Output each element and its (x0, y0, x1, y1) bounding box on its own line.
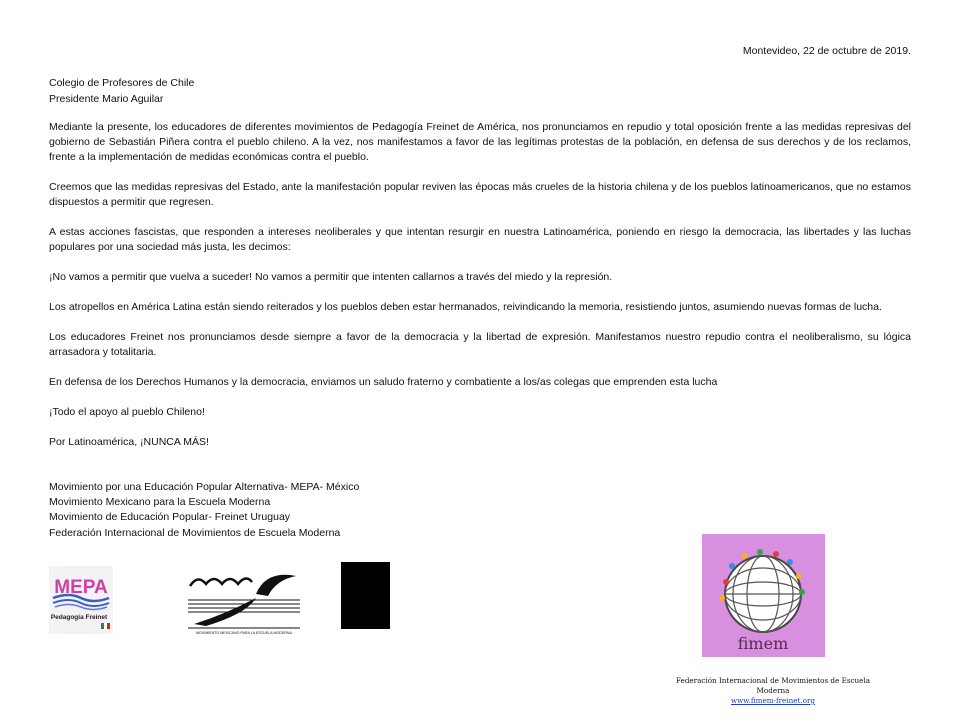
paragraph: Los educadores Freinet nos pronunciamos desde siempre a favor de la democracia y la libertad de expresión. Manifestamos nuestro repudio contra el neoliberalismo, su lógica arrasadora y totalitaria. (49, 331, 911, 358)
footer-link[interactable]: www.fimem-freinet.org (730, 696, 816, 705)
paragraph: A estas acciones fascistas, que responden a intereses neoliberales y que intentan resurgir en nuestra Latinoamérica, poniendo en riesgo la democracia, las libertades y las luchas populares por una sociedad más justa, les decimos: (49, 226, 911, 253)
letter-date: Montevideo, 22 de octubre de 2019. (742, 45, 911, 57)
addressee-line: Colegio de Profesores de Chile (49, 77, 195, 89)
fimem-wordmark: fimem (737, 634, 789, 653)
paragraph: Creemos que las medidas represivas del Estado, ante la manifestación popular reviven las épocas más crueles de la historia chilena y de los pueblos latinoamericanos, que no estamos dispuestos a permitir que regresen. (49, 181, 911, 208)
paragraph: Por Latinoamérica, ¡NUNCA MÁS! (49, 436, 209, 448)
signatory: Federación Internacional de Movimientos de Escuela Moderna (49, 526, 341, 539)
mmem-caption: MOVIMIENTO MEXICANO PARA LA ESCUELA MODERNA (196, 631, 292, 635)
letter-body (49, 120, 911, 465)
paragraph: ¡Todo el apoyo al pueblo Chileno! (49, 406, 205, 418)
footer (660, 676, 886, 706)
svg-text:Pedagogía Freinet: Pedagogía Freinet (50, 614, 108, 621)
paragraph: Mediante la presente, los educadores de diferentes movimientos de Pedagogía Freinet de América, nos pronunciamos en repudio y total oposición frente a las medidas represivas del gobierno de Sebastián Piñera contra el pueblo chileno. A la vez, nos manifestamos a favor de las legítimas protestas de la población, en defensa de sus derechos y de los reclamos, frente a la implementación de medidas económicas contra el pueblo. (49, 121, 911, 163)
mmem-logo (186, 566, 302, 638)
redacted-logo (341, 562, 390, 629)
paragraph: ¡No vamos a permitir que vuelva a suceder! No vamos a permitir que intenten callarnos a través del miedo y la represión. (49, 271, 613, 283)
addressee-block (49, 76, 194, 107)
signatories-block (49, 480, 359, 541)
svg-text:MEPA: MEPA (54, 577, 108, 598)
paragraph: Los atropellos en América Latina están siendo reiterados y los pueblos deben estar hermanados, reivindicando la memoria, resistiendo juntos, asumiendo nuevas formas de lucha. (49, 301, 882, 313)
signatory: Movimiento Mexicano para la Escuela Moderna (49, 496, 271, 509)
fimem-logo (702, 534, 825, 657)
mepa-logo (49, 566, 113, 634)
paragraph: En defensa de los Derechos Humanos y la democracia, enviamos un saludo fraterno y combatiente a los/as colegas que emprenden esta lucha (49, 376, 718, 388)
signatory: Movimiento de Educación Popular- Freinet Uruguay (49, 511, 291, 524)
footer-org: Federación Internacional de Movimientos de Escuela Moderna (675, 676, 871, 695)
addressee-line: Presidente Mario Aguilar (49, 92, 164, 105)
signatory: Movimiento por una Educación Popular Alternativa- MEPA- México (49, 481, 360, 493)
